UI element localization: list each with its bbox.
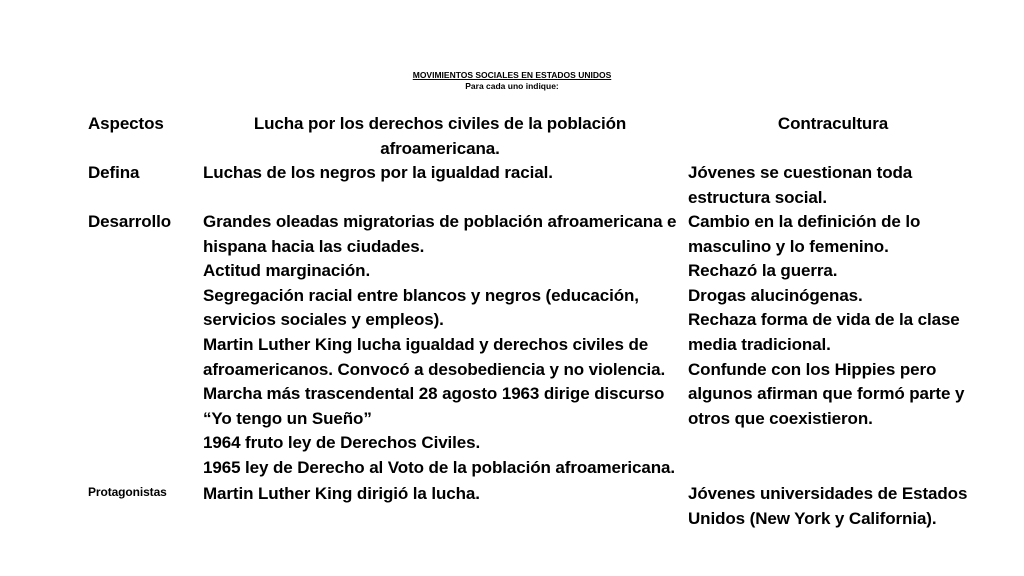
column-header-contracultura: Contracultura xyxy=(777,114,889,133)
document-title: MOVIMIENTOS SOCIALES EN ESTADOS UNIDOS xyxy=(412,70,612,80)
document-header xyxy=(0,70,1024,92)
cell-desarrollo-derechos-civiles: Grandes oleadas migratorias de población afroamericana e hispana hacia las ciudades. Actitud marginación. Segregación racial entre blancos y negros (educación, servicios sociales y empleos). Martin Luther King lucha igualdad y derechos civiles de afroamericanos. Convocó a desobediencia y no violencia. Marcha más trascendental 28 agosto 1963 dirige discurso “Yo tengo un Sueño” 1964 fruto ley de Derechos Civiles. 1965 ley de Derecho al Voto de la población afroamericana. xyxy=(203,212,677,477)
column-header-derechos-civiles: Lucha por los derechos civiles de la población afroamericana. xyxy=(253,114,631,158)
column-header-aspectos: Aspectos xyxy=(88,114,164,133)
row-label-defina: Defina xyxy=(88,163,140,182)
cell-protagonistas-derechos-civiles: Martin Luther King dirigió la lucha. xyxy=(203,484,480,503)
row-label-desarrollo: Desarrollo xyxy=(88,212,172,231)
row-label-protagonistas: Protagonistas xyxy=(88,485,167,499)
cell-defina-contracultura: Jóvenes se cuestionan toda estructura social. xyxy=(688,163,917,207)
cell-defina-derechos-civiles: Luchas de los negros por la igualdad racial. xyxy=(203,163,553,182)
cell-desarrollo-contracultura: Cambio en la definición de lo masculino y lo femenino. Rechazó la guerra. Drogas alucinógenas. Rechaza forma de vida de la clase media tradicional. Confunde con los Hippies pero algunos afirman que formó parte y otros que coexistieron. xyxy=(688,212,965,428)
document-subtitle: Para cada uno indique: xyxy=(465,81,559,91)
cell-protagonistas-contracultura: Jóvenes universidades de Estados Unidos (New York y California). xyxy=(688,484,972,528)
